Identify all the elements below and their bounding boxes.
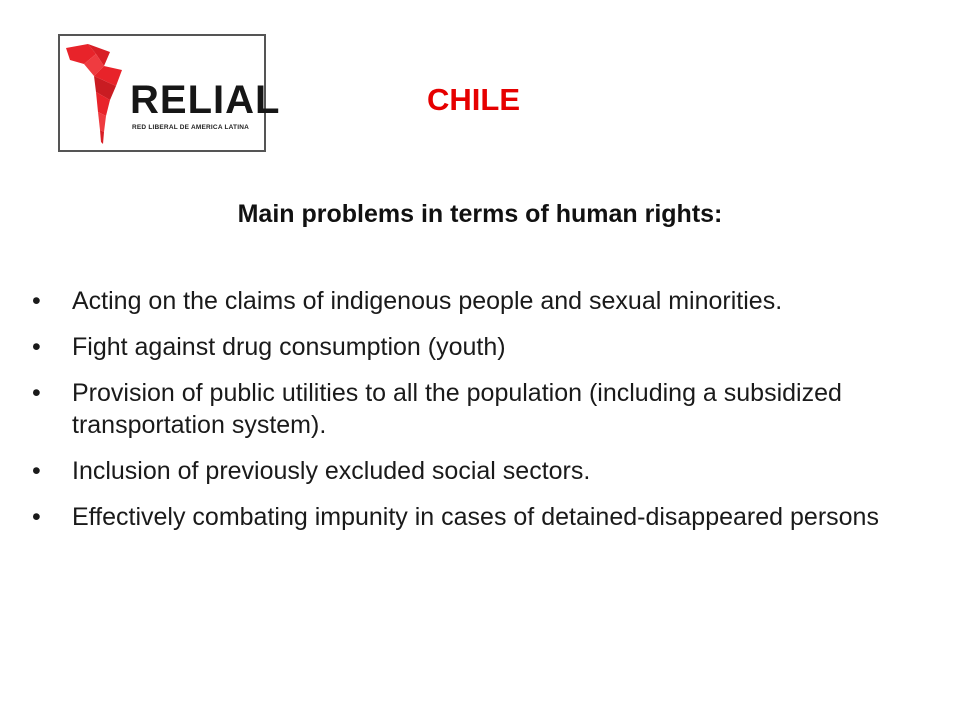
bullet-item: [32, 331, 912, 363]
bullet-item: [32, 501, 912, 533]
bullet-text: Provision of public utilities to all the population (including a subsidized transportation system).: [72, 379, 842, 439]
relial-map-icon: [66, 42, 132, 148]
bullet-marker: •: [32, 333, 41, 361]
bullet-marker: •: [32, 287, 41, 315]
logo-wordmark: RELIAL: [130, 78, 281, 122]
logo-tagline: RED LIBERAL DE AMERICA LATINA: [132, 124, 250, 131]
bullet-text: Fight against drug consumption (youth): [72, 333, 506, 361]
bullet-item: [32, 377, 912, 441]
bullet-item: [32, 455, 912, 487]
bullet-list: [32, 285, 912, 547]
section-heading: Main problems in terms of human rights:: [237, 200, 723, 228]
bullet-marker: •: [32, 457, 41, 485]
bullet-item: [32, 285, 912, 317]
bullet-marker: •: [32, 379, 41, 407]
bullet-text: Effectively combating impunity in cases of detained-disappeared persons: [72, 503, 879, 531]
bullet-text: Acting on the claims of indigenous people and sexual minorities.: [72, 287, 783, 315]
bullet-text: Inclusion of previously excluded social sectors.: [72, 457, 591, 485]
bullet-marker: •: [32, 503, 41, 531]
page-title: CHILE: [427, 82, 520, 117]
relial-logo: [58, 34, 281, 152]
